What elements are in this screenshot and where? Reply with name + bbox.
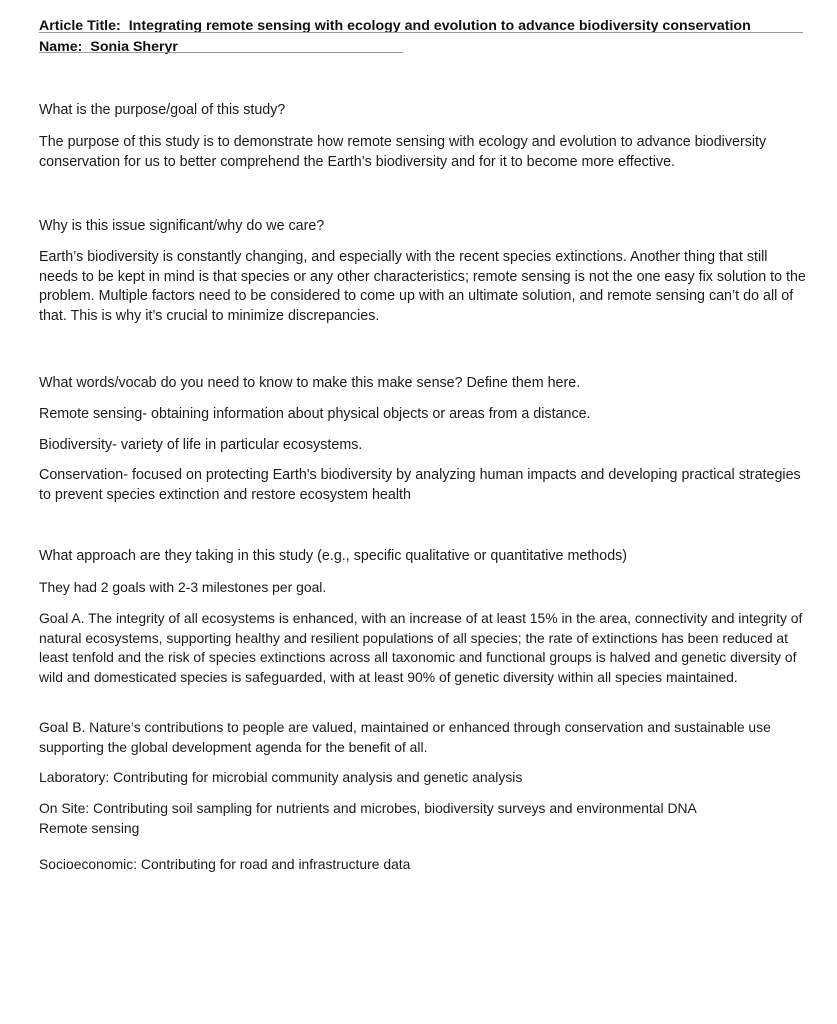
- laboratory-text: Laboratory: Contributing for microbial community analysis and genetic analysis: [39, 769, 523, 785]
- name-line: [39, 38, 178, 56]
- socioeconomic-line: [39, 855, 809, 875]
- vocab-term-remote-sensing: [39, 405, 809, 425]
- significance-answer: [39, 248, 809, 326]
- approach-question: [39, 547, 809, 567]
- vocab-term-conservation: [39, 466, 809, 505]
- question-text: What approach are they taking in this study (e.g., specific qualitative or quantitative methods): [39, 548, 628, 564]
- article-title-value: Integrating remote sensing with ecology and evolution to advance biodiversity conservation: [128, 18, 751, 34]
- on-site-text: On Site: Contributing soil sampling for nutrients and microbes, biodiversity surveys and environmental DNA: [39, 800, 697, 816]
- socioeconomic-text: Socioeconomic: Contributing for road and infrastructure data: [39, 856, 411, 872]
- question-text: What words/vocab do you need to know to make this make sense? Define them here.: [39, 375, 581, 391]
- definition-text: Biodiversity- variety of life in particular ecosystems.: [39, 437, 363, 453]
- name-underline: [39, 52, 403, 53]
- purpose-question: [39, 101, 809, 121]
- name-value: Sonia Sheryr: [90, 39, 178, 55]
- article-title-label: Article Title:: [39, 18, 121, 34]
- significance-question: [39, 217, 809, 237]
- goal-a: [39, 609, 809, 687]
- answer-text: Earth’s biodiversity is constantly changing, and especially with the recent species extinctions. Another thing that still needs to be kept in mind is that species or any other characteristics; remote sensing is not the one easy fix solution to the problem. Multiple factors need to be considered to come up with an ultimate solution, and remote sensing can’t do all of that. This is why it’s crucial to minimize discrepancies.: [39, 249, 806, 324]
- definition-text: Conservation- focused on protecting Earth's biodiversity by analyzing human impacts and developing practical strategies to prevent species extinction and restore ecosystem health: [39, 467, 801, 503]
- goal-b: [39, 718, 809, 757]
- on-site-block: [39, 799, 809, 838]
- goal-a-text: Goal A. The integrity of all ecosystems is enhanced, with an increase of at least 15% in the area, connectivity and integrity of natural ecosystems, supporting healthy and resilient populations of all species; the rate of extinctions has been reduced at least tenfold and the risk of species extinctions across all taxonomic and functional groups is halved and genetic diversity of wild and domesticated species is safeguarded, with at least 90% of genetic diversity within all species maintained.: [39, 610, 803, 685]
- question-text: Why is this issue significant/why do we care?: [39, 218, 325, 234]
- vocab-term-biodiversity: [39, 436, 809, 456]
- goal-b-text: Goal B. Nature’s contributions to people are valued, maintained or enhanced through conservation and sustainable use supporting the global development agenda for the benefit of all.: [39, 719, 771, 755]
- answer-text: The purpose of this study is to demonstrate how remote sensing with ecology and evolution to advance biodiversity conservation for us to better comprehend the Earth’s biodiversity and for it to become more effective.: [39, 134, 767, 170]
- laboratory-line: [39, 768, 809, 788]
- purpose-answer: [39, 133, 809, 172]
- summary-text: They had 2 goals with 2-3 milestones per goal.: [39, 579, 327, 595]
- article-title-underline: [39, 32, 803, 33]
- name-label: Name:: [39, 39, 83, 55]
- question-text: What is the purpose/goal of this study?: [39, 102, 286, 118]
- remote-sensing-text: Remote sensing: [39, 819, 140, 836]
- approach-summary: [39, 578, 809, 598]
- vocab-question: [39, 374, 809, 394]
- definition-text: Remote sensing- obtaining information about physical objects or areas from a distance.: [39, 406, 591, 422]
